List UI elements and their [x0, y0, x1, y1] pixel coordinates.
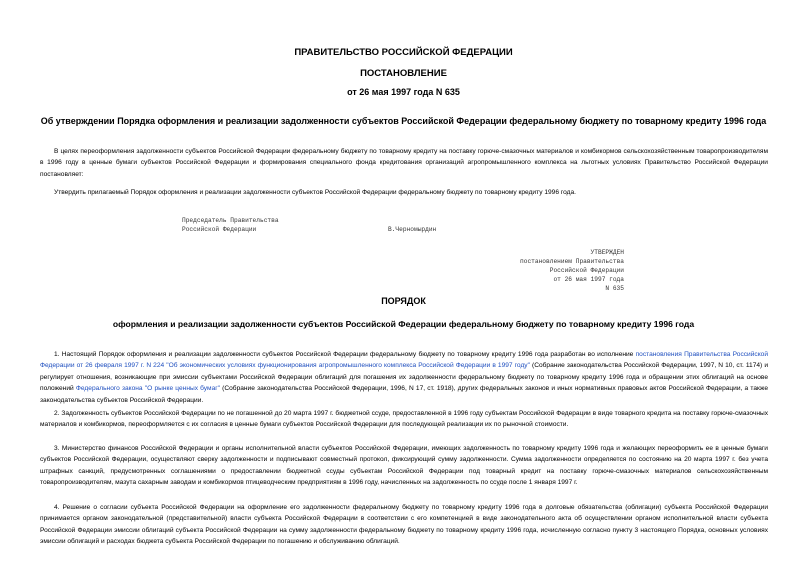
- intro-paragraph: В целях переоформления задолженности субъектов Российской Федерации федеральному бюджету по товарному кредиту на поставку горюче-смазочных материалов и комбикормов сельскохозяйственным товаропроизводителям в 1996 году в ценные бумаги субъектов Российской Федерации и формирования специального фонда кредитования организаций агропромышленного комплекса на льготных условиях Правительство Российской Федерации постановляет:: [40, 148, 768, 178]
- document-title: Об утверждении Порядка оформления и реализации задолженности субъектов Российской Федерации федеральному бюджету по товарному кредиту 1996 года: [40, 116, 767, 126]
- decree-224-link[interactable]: постановления Правительства Российской Федерации от 26 февраля 1997 г. N 224 "Об экономических условиях функционирования агропромышленного комплекса Российской Федерации в 1997 году": [40, 351, 769, 370]
- paragraph-1-text-b: (Собрание законодательства Российской Федерации, 1997, N 10, ст. 1174) и регулирует отношения, возникающие при эмиссии субъектами Российской Федерации облигаций для погашения их задолженности федеральному бюджету по товарному кредиту 1996 года и обращении этих облигаций на основе положений: [40, 362, 769, 393]
- document-date: от 26 мая 1997 года N 635: [347, 87, 460, 97]
- document-type: ПОСТАНОВЛЕНИЕ: [360, 68, 447, 79]
- government-heading: ПРАВИТЕЛЬСТВО РОССИЙСКОЙ ФЕДЕРАЦИИ: [294, 47, 513, 58]
- approved-line3: Российской Федерации: [549, 267, 624, 274]
- paragraph-1-text-a: 1. Настоящий Порядок оформления и реализации задолженности субъектов Российской Федерации федеральному бюджету по товарному кредиту 1996 года разработан во исполнение: [54, 351, 636, 358]
- approve-paragraph: Утвердить прилагаемый Порядок оформления и реализации задолженности субъектов Российской Федерации федеральному бюджету по товарному кредиту 1996 года.: [54, 189, 576, 196]
- order-title: ПОРЯДОК: [381, 296, 426, 306]
- approved-line4: от 26 мая 1997 года: [553, 276, 624, 283]
- signature-position-line2: Российской Федерации: [182, 226, 257, 233]
- paragraph-2: 2. Задолженность субъектов Российской Федерации по не погашенной до 20 марта 1997 г. бюджетной ссуде, предоставленной в 1996 году субъектам Российской Федерации в виде товарного кредита на поставку горюче-смазочных материалов и комбикормов, переоформляется с их согласия в ценные бумаги субъектов Российской Федерации для последующей реализации их по рыночной стоимости.: [40, 410, 768, 429]
- paragraph-1: [40, 349, 768, 406]
- signature-name: В.Черномырдин: [388, 226, 437, 233]
- signature-position-line1: Председатель Правительства: [182, 217, 279, 224]
- securities-law-link[interactable]: Федерального закона "О рынке ценных бумаг": [75, 385, 220, 393]
- approved-line1: УТВЕРЖДЕН: [590, 249, 624, 256]
- paragraph-1-text-c: (Собрание законодательства Российской Федерации, 1996, N 17, ст. 1918), других федеральных законов и иных нормативных правовых актов Российской Федерации, а также законодательства субъектов Российской Федерации.: [40, 385, 768, 404]
- paragraph-4: 4. Решение о согласии субъекта Российской Федерации на оформление его задолженности федеральному бюджету по товарному кредиту 1996 года в долговые обязательства (облигации) субъекта Российской Федерации принимается органом законодательной (представительной) власти субъекта Российской Федерации в соответствии с его компетенцией в виде законодательного акта об осуществлении органом исполнительной власти субъекта Российской Федерации эмиссии облигаций субъекта Российской Федерации на сумму задолженности федеральному бюджету по товарному кредиту 1996 года, исчисленную согласно пункту 3 настоящего Порядка, основных условиях эмиссии облигаций и расходах бюджета субъекта Российской Федерации по погашению и обслуживанию облигаций.: [40, 504, 768, 546]
- approved-line2: постановлением Правительства: [520, 258, 624, 265]
- approved-line5: N 635: [605, 285, 624, 292]
- order-subtitle: оформления и реализации задолженности субъектов Российской Федерации федеральному бюджету по товарному кредиту 1996 года: [112, 319, 695, 329]
- paragraph-3: 3. Министерство финансов Российской Федерации и органы исполнительной власти субъектов Российской Федерации, имеющих задолженность по товарному кредиту 1996 года и желающих переоформить ее в ценные бумаги субъектов Российской Федерации, осуществляют сверку задолженности и подписывают совместный протокол, фиксирующий сумму задолженности. Сумма задолженности определяется по состоянию на 20 марта 1997 г. без учета штрафных санкций, предусмотренных соглашениями о предоставлении бюджетной ссуды субъектам Российской Федерации под товарный кредит на поставку горюче-смазочных материалов сельскохозяйственным товаропроизводителям, мазута сахарным заводам и комбикормов птицеводческим предприятиям в 1996 году, начисленных на задолженность по ссуде после 1 января 1997 г.: [40, 445, 768, 487]
